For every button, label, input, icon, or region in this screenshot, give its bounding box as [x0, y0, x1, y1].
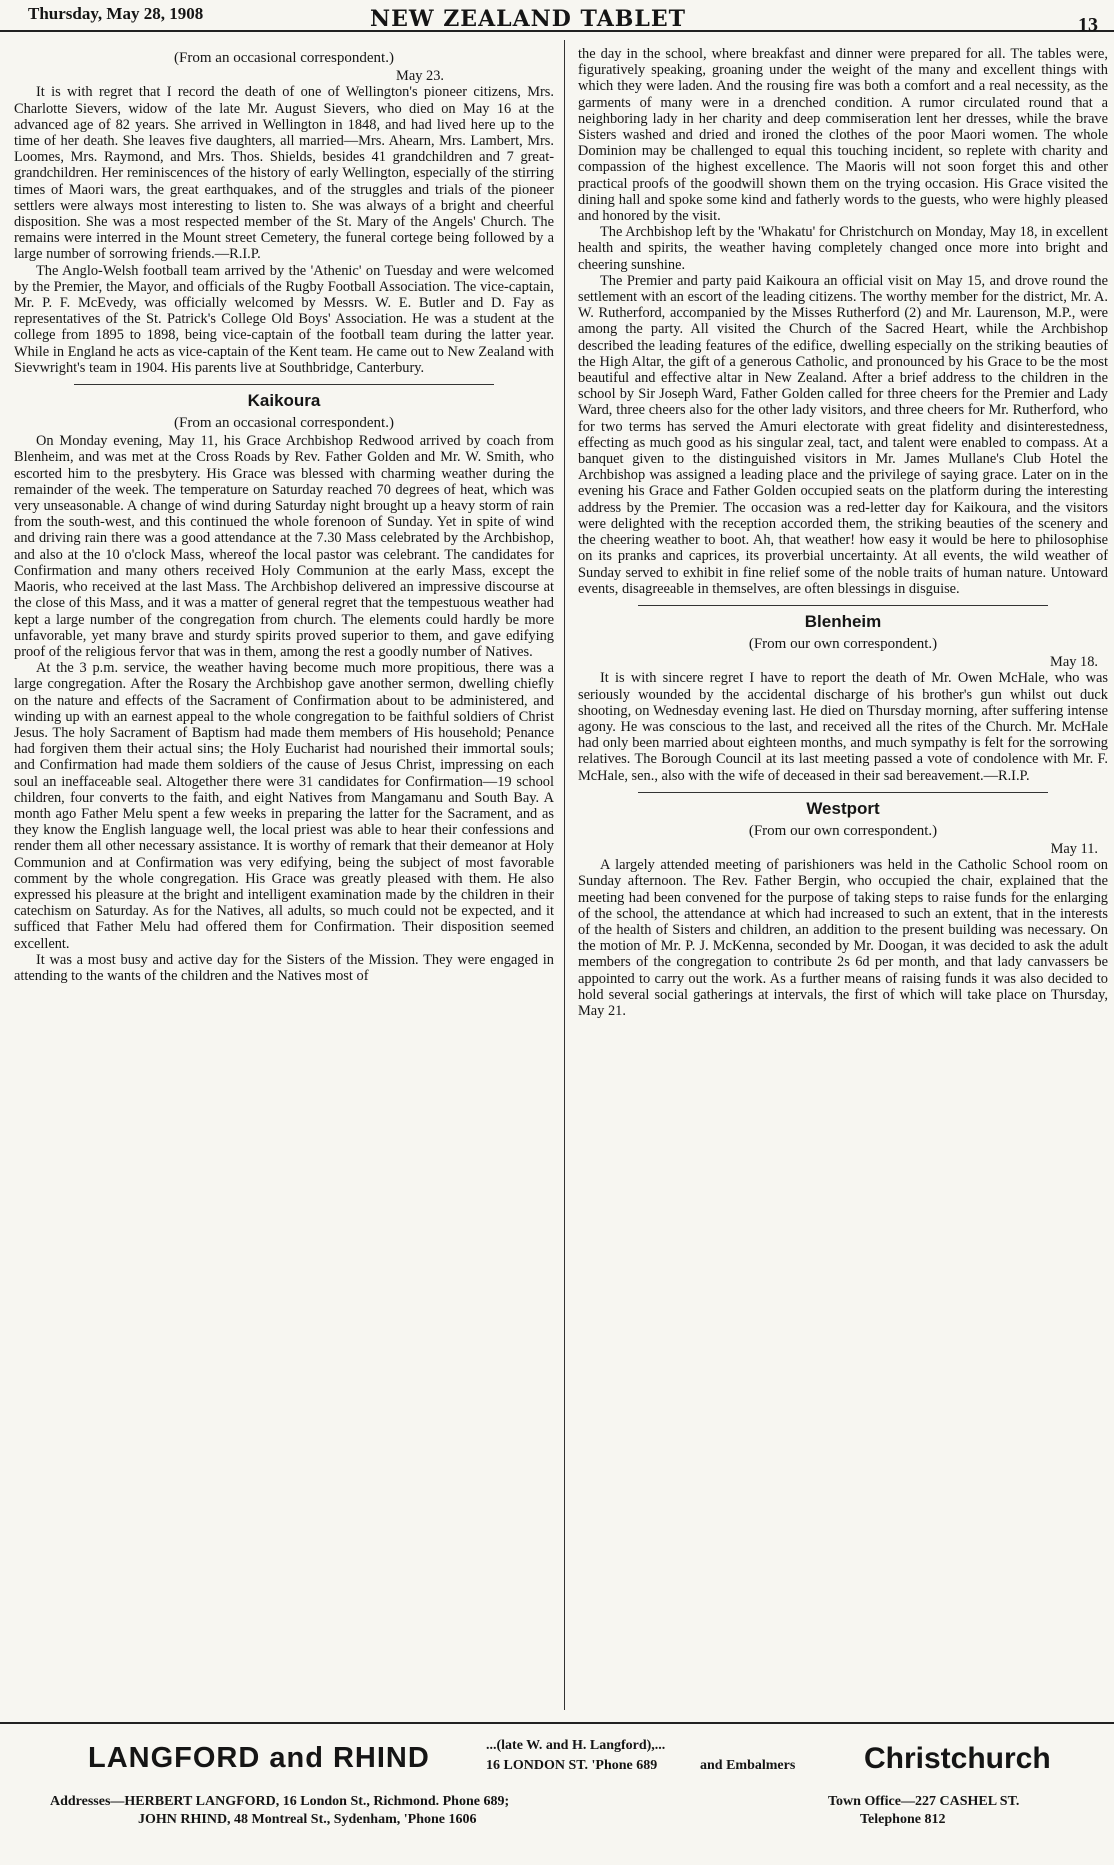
kaikoura-paragraph-2: At the 3 p.m. service, the weather having become much more propitious, there was a large congregation. After the Rosary the Archbishop gave another sermon, dwelling chiefly on the nature and effects of the Sacrament of Confirmation about to be administered, and winding up with an earnest appeal to the whole congregation to be faithful soldiers of Christ Jesus. The holy Sacrament of Baptism had made them members of His household; Penance had forgiven them their actual sins; the Holy Eucharist had nourished their immortal souls; and Confirmation had made them soldiers of the cause of Jesus Christ, impressing on each soul an ineffaceable seal. Altogether there were 31 candidates for Confirmation—19 school children, four converts to the faith, and eight Natives from Mangamanu and South Bay. A month ago Father Melu spent a few weeks in preparing the latter for the Sacrament, and as they know the English language well, the local priest was able to hear their confessions and render them all other necessary assistance. It is worthy of remark that their demeanor at Holy Communion and at Confirmation was very edifying, being the subject of most favorable comment by the whole congregation. His Grace was greatly pleased with them. He also expressed his pleasure at the bright and intelligent examination made by the children in their catechism on Saturday. As for the Natives, all adults, so much could not be expected, and it sufficed that Father Melu had offered them for Confirmation. Their disposition seemed excellent.: [14, 660, 554, 952]
section-divider: [638, 605, 1048, 606]
kaikoura-continued-1: the day in the school, where breakfast and dinner were prepared for all. The tables were, figuratively speaking, groaning under the weight of the many and excellent things with which they were laden. And the rousing fire was both a comfort and a real necessity, as the garments of many were in a drenched condition. A rumor circulated round that a neighboring lady in her charity and deep commiseration lent her dresses, while the brave Sisters washed and dried and ironed the clothes of the poor Maori women. The whole Dominion may be challenged to equal this touching incident, so replete with charity and compassion of the highest excellence. The Maoris will not soon forget this and other practical proofs of the goodwill shown them on the trying occasion. His Grace visited the dining hall and spoke some kind and fatherly words to the guests, who were highly pleased and honored by the visit.: [578, 46, 1108, 225]
firm-former-name: ...(late W. and H. Langford),...: [486, 1738, 666, 1753]
kaikoura-continued-2: The Archbishop left by the 'Whakatu' for Christchurch on Monday, May 18, in excellent health and spirits, the weather having completely changed once more into bright and cheering sunshine.: [578, 224, 1108, 273]
firm-name: LANGFORD and RHIND: [88, 1742, 430, 1774]
telephone: Telephone 812: [860, 1812, 946, 1827]
westport-heading: Westport: [806, 798, 880, 818]
wellington-byline: (From an occasional correspondent.): [174, 50, 394, 66]
publication-title: NEW ZEALAND TABLET: [370, 6, 686, 32]
firm-street-phone: 16 LONDON ST. 'Phone 689: [486, 1758, 658, 1773]
kaikoura-heading: Kaikoura: [247, 391, 321, 411]
kaikoura-byline: (From an occasional correspondent.): [174, 415, 394, 432]
masthead: [0, 0, 1114, 36]
blenheim-byline: (From our own correspondent.): [748, 635, 938, 652]
issue-date: Thursday, May 28, 1908: [28, 4, 204, 23]
wellington-dateline: May 23.: [396, 68, 444, 85]
blenheim-dateline: May 18.: [1050, 654, 1098, 671]
advertisement: [0, 1722, 1114, 1865]
left-column: [14, 46, 554, 1706]
page-number: 13: [1078, 14, 1098, 36]
firm-city: Christchurch: [864, 1742, 1051, 1775]
address-line-1: Addresses—HERBERT LANGFORD, 16 London St., Richmond. Phone 689;: [50, 1794, 510, 1809]
kaikoura-paragraph-3: It was a most busy and active day for the Sisters of the Mission. They were engaged in attending to the wants of the children and the Natives most of: [14, 951, 554, 984]
kaikoura-continued-3: The Premier and party paid Kaikoura an official visit on May 15, and drove round the settlement with an escort of the leading citizens. The worthy member for the district, Mr. A. W. Rutherford, accompanied by the Misses Rutherford (2) and Mr. Laurenson, M.P., were among the party. All visited the Church of the Sacred Heart, while the Archbishop described the leading features of the edifice, dwelling especially on the striking beauties of the High Altar, the gift of a generous Catholic, and pronounced by his Grace to be the most beautiful and effective altar in New Zealand. After a brief address to the children in the school by Sir Joseph Ward, Father Golden called for three cheers for the Premier and Lady Ward, three cheers also for the other lady visitors, and three cheers for Mr. Rutherford, who for two terms has served the Amuri electorate with great fidelity and disinterestedness, effecting as much good as his singular zeal, tact, and talent were enabled to compass. At a banquet given to the distinguished visitors in Mr. James Mullane's Club Hotel the Archbishop was assigned a leading place and the privilege of saying grace. Later on in the evening his Grace and Father Golden occupied seats on the platform during the interesting address by the Premier. The occasion was a red-letter day for Kaikoura, and the visitors were delighted with the reception accorded them, the striking beauties of the scenery and the cheering weather to boot. Ah, that weather! how easy it would be here to philosophise on its pranks and caprices, its proverbial uncertainty. At all events, the wild weather of Sunday served to exhibit in fine relief some of the noble traits of human nature. Untoward events, disagreeable in themselves, are often blessings in disguise.: [578, 272, 1108, 597]
wellington-paragraph-1: It is with regret that I record the death of one of Wellington's pioneer citizens, Mrs. Charlotte Sievers, widow of the late Mr. August Sievers, who died on May 16 at the advanced age of 82 years. She arrived in Wellington in 1848, and had lived here up to the time of her death. She leaves five daughters, all married—Mrs. Ahearn, Mrs. Lambert, Mrs. Loomes, Mrs. Raymond, and Mrs. Thos. Shields, besides 41 grandchildren and 7 great-grandchildren. Her reminiscences of the history of early Wellington, especially of the stirring times of Maori wars, the great earthquakes, and of the struggles and trials of the pioneer settlers were always most interesting to listen to. She was always of a bright and cheerful disposition. She was a most respected member of the St. Mary of the Angels' Church. The remains were interred in the Mount street Cemetery, the funeral cortege being followed by a large number of sorrowing friends.—R.I.P.: [14, 84, 554, 263]
town-office: Town Office—227 CASHEL ST.: [828, 1794, 1020, 1809]
westport-paragraph-1: A largely attended meeting of parishioners was held in the Catholic School room on Sunday afternoon. The Rev. Father Bergin, who occupied the chair, explained that the meeting had been convened for the purpose of taking steps to raise funds for the enlarging of the school, the attendance at which had increased to such an extent, that in the interests of the health of Sisters and children, an addition to the present building was necessary. On the motion of Mr. P. J. McKenna, seconded by Mr. Doogan, it was decided to ask the adult members of the congregation to contribute 2s 6d per month, and that lady canvassers be appointed to carry out the work. As a further means of raising funds it was also decided to hold several social gatherings at intervals, the first of which will take place on Thursday, May 21.: [578, 857, 1108, 1019]
section-divider: [74, 384, 494, 385]
blenheim-heading: Blenheim: [804, 611, 882, 631]
wellington-paragraph-2: The Anglo-Welsh football team arrived by the 'Athenic' on Tuesday and were welcomed by the Premier, the Mayor, and officials of the Rugby Football Association. The vice-captain, Mr. P. F. McEvedy, was officially welcomed by Messrs. W. E. Butler and D. Fay as representatives of the St. Patrick's College Old Boys' Association. He was a student at the college from 1895 to 1898, being vice-captain of the football team during the latter year. While in England he acts as vice-captain of the Kent team. He came out to New Zealand with Sievwright's team in 1904. His parents live at Southbridge, Canterbury.: [14, 262, 554, 376]
firm-embalmers: and Embalmers: [700, 1758, 796, 1773]
westport-dateline: May 11.: [1050, 840, 1098, 857]
right-column: [578, 46, 1108, 1706]
address-line-2: JOHN RHIND, 48 Montreal St., Sydenham, 'Phone 1606: [138, 1812, 477, 1827]
column-divider: [564, 40, 565, 1710]
section-divider: [638, 792, 1048, 793]
blenheim-paragraph-1: It is with sincere regret I have to report the death of Mr. Owen McHale, who was seriously wounded by the accidental discharge of his brother's gun whilst out duck shooting, on Wednesday evening last. He died on Thursday morning, after suffering intense agony. He was conscious to the last, and received all the rites of the Church. Mr. McHale had only been married about eighteen months, and much sympathy is felt for the sorrowing relatives. The Borough Council at its last meeting passed a vote of condolence with Mr. F. McHale, sen., also with the wife of deceased in their sad bereavement.—R.I.P.: [578, 670, 1108, 784]
westport-byline: (From our own correspondent.): [748, 822, 938, 839]
kaikoura-paragraph-1: On Monday evening, May 11, his Grace Archbishop Redwood arrived by coach from Blenheim, and was met at the Cross Roads by Rev. Father Golden and Mr. W. Smith, who escorted him to the presbytery. His Grace was blessed with charming weather during the remainder of the week. The temperature on Saturday reached 70 degrees of heat, which was very unseasonable. A change of wind during Saturday night brought up a heavy storm of rain from the south-west, and this continued the whole forenoon of Sunday. Yet in spite of wind and driving rain there was a good attendance at the 7.30 Mass celebrated by the Archbishop, and also at the 10 o'clock Mass, whereof the local pastor was celebrant. The candidates for Confirmation and many others received Holy Communion at the early Mass, except the Maoris, who received at the last Mass. The Archbishop delivered an impressive discourse at the close of this Mass, and it was a matter of general regret that the tempestuous weather had kept a large number of the congregation from church. The elements could hardly be more unfavorable, yet many brave and sturdy spirits proved superior to them, and gave edifying proof of the religious fervor that was in them, among the rest a goodly number of Natives.: [14, 433, 554, 660]
